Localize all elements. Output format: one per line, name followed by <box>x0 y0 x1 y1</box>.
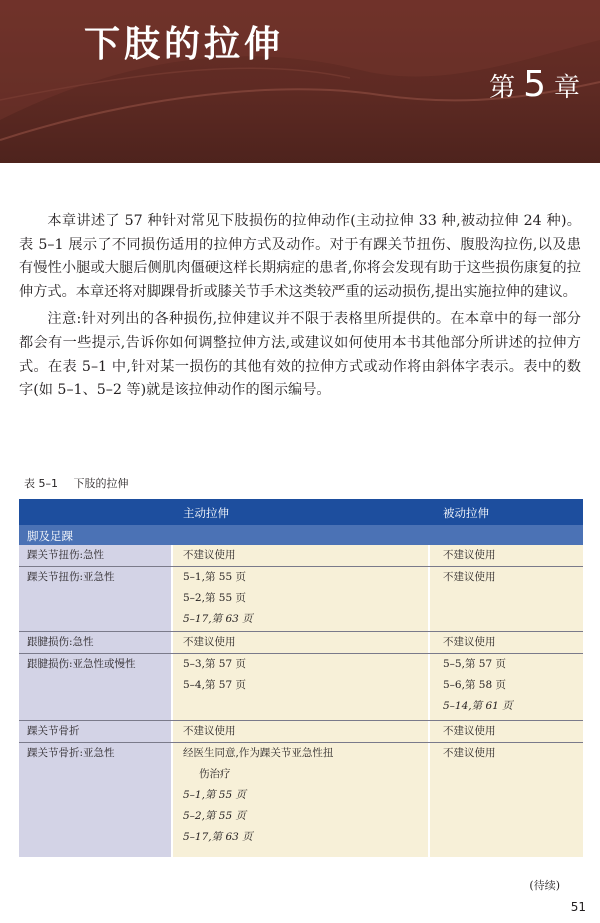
injury-cell: 踝关节骨折:亚急性 <box>27 747 115 759</box>
passive-cell-line: 5–6,第 58 页 <box>443 679 506 691</box>
active-cell-line: 5–1,第 55 页 <box>183 571 246 583</box>
passive-cell-line: 5–14,第 61 页 <box>443 700 513 712</box>
active-cell-line: 5–17,第 63 页 <box>183 831 253 843</box>
table-header-row <box>19 499 583 525</box>
intro-paragraph-1: 本章讲述了 57 种针对常见下肢损伤的拉伸动作(主动拉伸 33 种,被动拉伸 24 种)。表 5–1 展示了不同损伤适用的拉伸方式及动作。对于有踝关节扭伤、腹股沟拉伤,以及患有慢性小腿或大腿后侧肌肉僵硬这样长期病症的患者,你将会发现有助于这些损伤康复的拉伸方式。本章还将对脚踝骨折或膝关节手术这类较严重的运动损伤,提出实施拉伸的建议。 <box>19 213 581 300</box>
active-cell-line: 5–3,第 57 页 <box>183 658 246 670</box>
active-cell-line: 不建议使用 <box>183 549 236 561</box>
table-row <box>19 545 583 566</box>
active-cell-line: 不建议使用 <box>183 725 236 737</box>
active-cell-line: 5–17,第 63 页 <box>183 613 253 625</box>
active-cell-line: 5–2,第 55 页 <box>183 810 246 822</box>
passive-cell-line: 不建议使用 <box>443 636 496 648</box>
injury-cell: 踝关节骨折 <box>27 725 80 737</box>
passive-cell-line: 5–5,第 57 页 <box>443 658 506 670</box>
injury-cell: 踝关节扭伤:亚急性 <box>27 571 115 583</box>
continued-note: (待续) <box>529 879 560 892</box>
injury-cell: 踝关节扭伤:急性 <box>27 549 105 561</box>
table-row <box>19 743 583 857</box>
table-row <box>19 567 583 631</box>
injury-cell: 跟腱损伤:急性 <box>27 636 94 648</box>
active-cell-line: 5–4,第 57 页 <box>183 679 246 691</box>
passive-cell-line: 不建议使用 <box>443 747 496 759</box>
active-cell-line: 经医生同意,作为踝关节亚急性扭 <box>183 747 334 759</box>
active-cell-line: 伤治疗 <box>199 768 231 780</box>
intro-text <box>19 210 581 407</box>
chapter-suffix: 章 <box>553 73 580 103</box>
active-cell-line: 不建议使用 <box>183 636 236 648</box>
active-cell-line: 5–2,第 55 页 <box>183 592 246 604</box>
chapter-header <box>0 0 600 163</box>
passive-cell-line: 不建议使用 <box>443 725 496 737</box>
table-row <box>19 654 583 720</box>
intro-paragraph-2: 注意:针对列出的各种损伤,拉伸建议并不限于表格里所提供的。在本章中的每一部分都会有一些提示,告诉你如何调整拉伸方法,或建议如何使用本书其他部分所讲述的拉伸方式。在表 5–1 中,针对某一损伤的其他有效的拉伸方式或动作将由斜体字表示。表中的数字(如 5–1、5–2 等)就是该拉伸动作的图示编号。 <box>19 311 581 399</box>
table-row <box>19 632 583 653</box>
table-caption <box>24 475 129 491</box>
section-row-foot-ankle <box>19 525 583 545</box>
stretch-table <box>19 499 583 857</box>
header-active-stretch: 主动拉伸 <box>183 506 229 520</box>
passive-cell-line: 不建议使用 <box>443 549 496 561</box>
header-passive-stretch: 被动拉伸 <box>443 506 489 520</box>
injury-cell: 跟腱损伤:亚急性或慢性 <box>27 658 136 670</box>
table-caption-title: 下肢的拉伸 <box>73 477 129 490</box>
active-cell-line: 5–1,第 55 页 <box>183 789 246 801</box>
chapter-prefix: 第 <box>489 73 516 103</box>
table-row <box>19 721 583 742</box>
passive-cell-line: 不建议使用 <box>443 571 496 583</box>
section-label: 脚及足踝 <box>27 529 73 543</box>
chapter-label <box>489 64 580 105</box>
chapter-title: 下肢的拉伸 <box>84 24 285 65</box>
chapter-number: 5 <box>523 64 546 105</box>
page-number: 51 <box>570 900 586 914</box>
table-caption-number: 表 5–1 <box>24 477 58 490</box>
